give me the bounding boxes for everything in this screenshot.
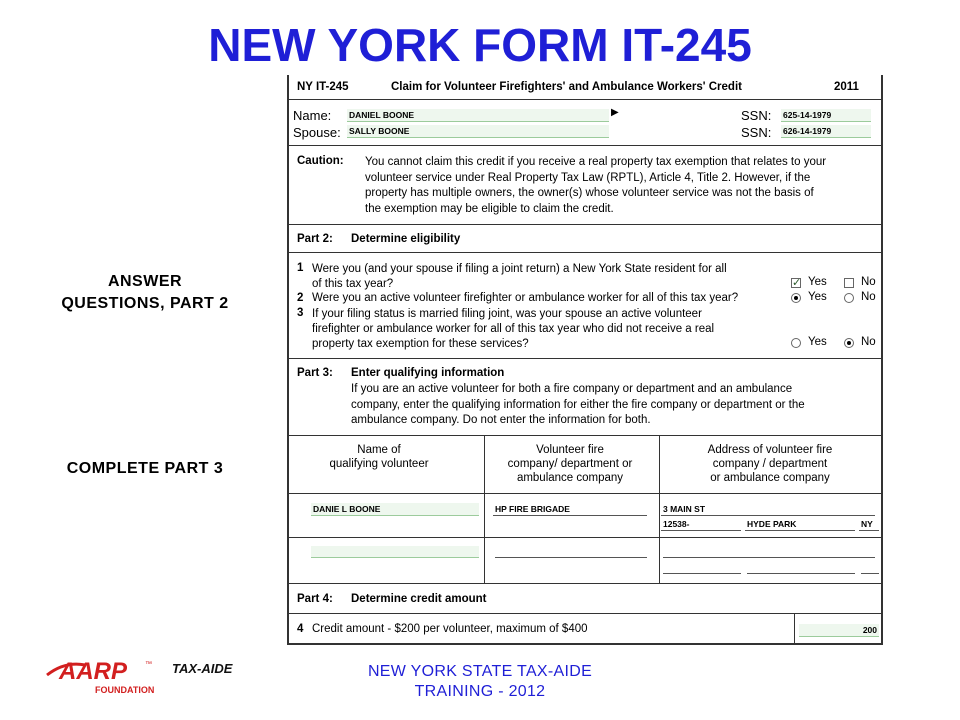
col-header-line: qualifying volunteer bbox=[329, 458, 429, 470]
part3-instructions bbox=[351, 382, 805, 429]
q2-yes-radio[interactable] bbox=[791, 293, 801, 303]
col-header-line: Volunteer fire bbox=[536, 444, 604, 456]
q1-number: 1 bbox=[297, 262, 304, 274]
zip-field-2[interactable] bbox=[663, 562, 741, 574]
q1-no-label: No bbox=[861, 276, 876, 288]
divider bbox=[289, 583, 881, 584]
part3-line: If you are an active volunteer for both a fire company or department and an ambulance bbox=[351, 383, 793, 395]
col-header-line: Name of bbox=[357, 444, 401, 456]
part4-title: Determine credit amount bbox=[351, 593, 487, 605]
col-header-line: company/ department or bbox=[507, 458, 633, 470]
radio-dot-icon bbox=[847, 341, 851, 345]
form-heading: Claim for Volunteer Firefighters' and Ambulance Workers' Credit bbox=[391, 81, 742, 93]
part4-label: Part 4: bbox=[297, 593, 333, 605]
q1-line: of this tax year? bbox=[312, 278, 394, 290]
col-header-line: Address of volunteer fire bbox=[707, 444, 833, 456]
divider bbox=[659, 435, 660, 583]
aarp-foundation-logo bbox=[45, 655, 245, 705]
logo-foundation: FOUNDATION bbox=[95, 685, 155, 695]
divider bbox=[289, 537, 881, 538]
volunteer-name-field[interactable]: DANIE L BOONE bbox=[311, 503, 479, 516]
city-field-2[interactable] bbox=[747, 562, 855, 574]
arrow-right-icon: ▶ bbox=[611, 107, 619, 118]
col-header-address bbox=[665, 443, 875, 485]
q1-no-checkbox[interactable] bbox=[844, 278, 854, 288]
company-field[interactable]: HP FIRE BRIGADE bbox=[493, 503, 647, 516]
col-header-name bbox=[309, 443, 449, 471]
divider bbox=[289, 252, 881, 253]
part3-line: company, enter the qualifying information for either the fire company or department or the bbox=[351, 398, 805, 411]
q3-yes-label: Yes bbox=[808, 336, 827, 348]
q3-number: 3 bbox=[297, 307, 304, 319]
caution-line: the exemption may be eligible to claim the credit. bbox=[365, 202, 614, 215]
divider bbox=[289, 493, 881, 494]
q3-line: firefighter or ambulance worker for all of this tax year who did not receive a real bbox=[312, 323, 715, 335]
radio-dot-icon bbox=[794, 296, 798, 300]
q2-no-radio[interactable] bbox=[844, 293, 854, 303]
divider bbox=[484, 435, 485, 583]
company-field-2[interactable] bbox=[495, 546, 647, 558]
state-field[interactable]: NY bbox=[859, 518, 879, 531]
q3-no-label: No bbox=[861, 336, 876, 348]
logo-tagline: TAX-AIDE bbox=[172, 661, 233, 676]
divider bbox=[289, 613, 881, 614]
ssn-label: SSN: bbox=[741, 108, 772, 123]
q1-text bbox=[312, 262, 727, 292]
divider bbox=[289, 99, 881, 100]
aarp-logo-mark bbox=[45, 655, 245, 705]
line4-text: Credit amount - $200 per volunteer, maximum of $400 bbox=[312, 623, 588, 635]
spouse-field[interactable]: SALLY BOONE bbox=[347, 125, 609, 138]
divider bbox=[289, 145, 881, 146]
col-header-line: ambulance company bbox=[516, 472, 624, 484]
credit-amount-field[interactable]: 200 bbox=[799, 624, 879, 637]
caution-line: property has multiple owners, the owner(s) whose volunteer service was not the basis of bbox=[365, 187, 814, 199]
name-field[interactable]: DANIEL BOONE bbox=[347, 109, 609, 122]
caution-label: Caution: bbox=[297, 155, 344, 167]
divider bbox=[289, 435, 881, 436]
form-year: 2011 bbox=[834, 81, 859, 93]
q2-number: 2 bbox=[297, 292, 304, 304]
ssn-field[interactable]: 625-14-1979 bbox=[781, 109, 871, 122]
q2-no-label: No bbox=[861, 291, 876, 303]
q2-yes-label: Yes bbox=[808, 291, 827, 303]
city-field[interactable]: HYDE PARK bbox=[745, 518, 855, 531]
divider bbox=[289, 224, 881, 225]
col-header-line: or ambulance company bbox=[710, 472, 830, 484]
q2-text: Were you an active volunteer firefighter or ambulance worker for all of this tax year? bbox=[312, 292, 739, 304]
note-answer-questions bbox=[30, 271, 260, 315]
q1-yes-label: Yes bbox=[808, 276, 827, 288]
caution-line: You cannot claim this credit if you receive a real property tax exemption that relates to your bbox=[365, 156, 827, 168]
part2-title: Determine eligibility bbox=[351, 233, 461, 245]
slide-title: NEW YORK FORM IT-245 bbox=[208, 19, 752, 71]
name-label: Name: bbox=[293, 108, 332, 123]
caution-line: volunteer service under Real Property Tax Law (RPTL), Article 4, Title 2. However, if the bbox=[365, 171, 811, 184]
logo-name: AARP bbox=[59, 658, 128, 685]
footer-line: NEW YORK STATE TAX-AIDE bbox=[367, 663, 593, 680]
part3-label: Part 3: bbox=[297, 367, 333, 379]
form-id: NY IT-245 bbox=[297, 81, 349, 93]
footer bbox=[330, 662, 630, 702]
col-header-line: company / department bbox=[712, 458, 828, 470]
col-header-company bbox=[485, 443, 655, 485]
part2-label: Part 2: bbox=[297, 233, 333, 245]
street-field-2[interactable] bbox=[663, 546, 875, 558]
note-line: ANSWER bbox=[107, 273, 183, 290]
q1-line: Were you (and your spouse if filing a joint return) a New York State resident for all bbox=[312, 263, 727, 275]
caution-text bbox=[365, 155, 826, 217]
q3-yes-radio[interactable] bbox=[791, 338, 801, 348]
divider bbox=[794, 613, 795, 645]
q3-line: property tax exemption for these services? bbox=[312, 338, 529, 350]
spouse-label: Spouse: bbox=[293, 125, 341, 140]
divider bbox=[289, 358, 881, 359]
part3-line: ambulance company. Do not enter the information for both. bbox=[351, 414, 651, 426]
logo-tm: ™ bbox=[145, 661, 152, 668]
volunteer-name-field-2[interactable] bbox=[311, 546, 479, 558]
zip-field[interactable]: 12538- bbox=[661, 518, 741, 531]
street-field[interactable]: 3 MAIN ST bbox=[661, 503, 875, 516]
note-complete-part3: COMPLETE PART 3 bbox=[66, 460, 224, 477]
state-field-2[interactable] bbox=[861, 562, 879, 574]
form-it-245 bbox=[287, 75, 883, 645]
footer-line: TRAINING - 2012 bbox=[414, 683, 546, 700]
spouse-ssn-label: SSN: bbox=[741, 125, 772, 140]
q1-yes-checkbox[interactable] bbox=[791, 278, 801, 288]
check-icon: ✓ bbox=[792, 277, 802, 289]
note-line: QUESTIONS, PART 2 bbox=[61, 295, 229, 312]
spouse-ssn-field[interactable]: 626-14-1979 bbox=[781, 125, 871, 138]
line4-number: 4 bbox=[297, 623, 304, 635]
q3-line: If your filing status is married filing joint, was your spouse an active volunteer bbox=[312, 308, 702, 320]
q3-text bbox=[312, 307, 714, 352]
q3-no-radio[interactable] bbox=[844, 338, 854, 348]
part3-title: Enter qualifying information bbox=[351, 367, 505, 379]
